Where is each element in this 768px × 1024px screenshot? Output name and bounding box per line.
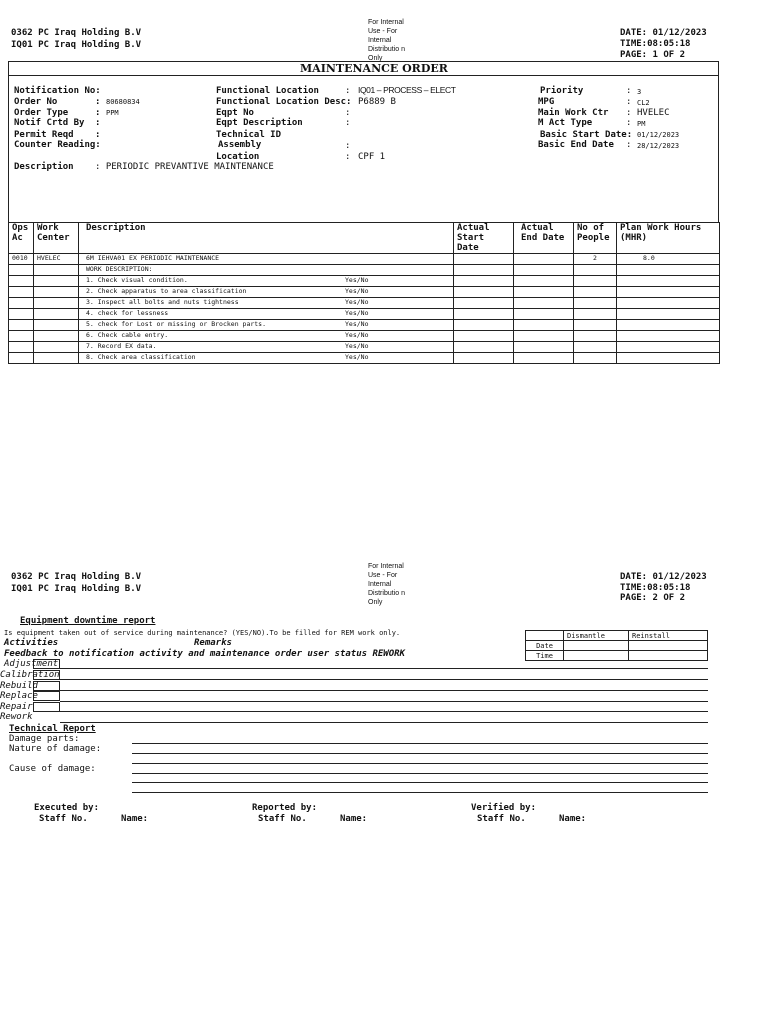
mpg-label: MPG [538,97,555,107]
basic-start-date-value: 01/12/2023 [637,131,680,139]
yes-no-cell: Yes/No [345,276,369,284]
eqpt-no-label: Eqpt No [216,108,254,118]
description-value: PERIODIC PREVANTIVE MAINTENANCE [105,162,274,172]
executed-name-label: Name: [121,814,149,824]
verified-by-label: Verified by: [471,803,537,813]
activity-replace: Replace [0,691,38,701]
priority-value: 3 [637,88,642,96]
table-row [9,265,720,276]
location-value: CPF 1 [358,152,386,162]
main-work-ctr-value: HVELEC [637,108,670,118]
reinstall-date-cell[interactable] [629,641,708,651]
executed-by-label: Executed by: [34,803,100,813]
functional-location-value: IQ01 – PROCESS – ELECT [358,85,456,95]
step-text: 6. Check cable entry. [86,331,169,339]
company-line-1: 0362 PC Iraq Holding B.V [11,28,142,38]
dismantle-date-cell[interactable] [564,641,629,651]
basic-end-date-value: 28/12/2023 [637,142,680,150]
priority-label: Priority [540,86,584,96]
table-header-row [9,223,720,254]
location-label: Location [216,152,260,162]
print-time: 08:05:18 [647,583,691,593]
table-row [9,298,720,309]
step-text: 3. Inspect all bolts and nuts tightness [86,298,239,306]
table-row [9,353,720,364]
reported-by-label: Reported by: [252,803,318,813]
step-text: 4. check for lessness [86,309,169,317]
company-line-1: 0362 PC Iraq Holding B.V [11,572,142,582]
yes-no-cell: Yes/No [345,298,369,306]
notification-no-label: Notification No: [14,86,101,96]
page-number: 2 OF 2 [652,593,686,603]
yes-no-cell: Yes/No [345,353,369,361]
remarks-label: Remarks [194,638,232,648]
table-row [526,651,708,661]
table-row [9,342,720,353]
col-description: Description [79,223,454,254]
table-row [526,641,708,651]
step-text: 7. Record EX data. [86,342,157,350]
activity-calibration: Calibration [0,670,60,680]
internal-use-stamp: For Internal Use - For Internal Distributio n Only [368,19,405,62]
col-no-of-people: No of People [574,223,617,254]
title-divider [8,75,719,76]
table-header-row [526,631,708,641]
page-title: MAINTENANCE ORDER [300,62,448,75]
table-row [9,320,720,331]
activities-label: Activities [4,638,59,648]
table-row [9,287,720,298]
feedback-text: Feedback to notification activity and maintenance order user status REWORK [4,649,405,659]
print-date: 01/12/2023 [652,28,707,38]
date-row: DATE: 01/12/2023 [620,28,707,38]
functional-location-desc-value: P6889 B [358,97,396,107]
time-row: TIME:08:05:18 [620,583,691,593]
yes-no-cell: Yes/No [345,342,369,350]
yes-no-cell: Yes/No [345,331,369,339]
company-line-2: IQ01 PC Iraq Holding B.V [11,584,142,594]
m-act-type-value: PM [637,120,646,128]
counter-reading-label: Counter Reading: [14,140,101,150]
reinstall-time-cell[interactable] [629,651,708,661]
downtime-report-title: Equipment downtime report [20,616,156,626]
technical-id-label: Technical ID [216,130,282,140]
operation-description: 6M IEHVA01 EX PERIODIC MAINTENANCE [79,254,454,265]
cause-of-damage-label: Cause of damage: [9,764,96,774]
col-plan-work-hours: Plan Work Hours (MHR) [617,223,720,254]
step-text: 1. Check visual condition. [86,276,188,284]
basic-start-date-label: Basic Start Date: [540,130,633,140]
print-time: 08:05:18 [647,39,691,49]
activity-repair: Repair [0,702,33,712]
step-text: 5. check for Lost or missing or Brocken parts. [86,320,267,328]
page-number: 1 OF 2 [652,50,686,60]
step-text: 2. Check apparatus to area classification [86,287,247,295]
activity-rework: Rework [0,712,33,722]
basic-end-date-label: Basic End Date [538,140,614,150]
order-no-value: 80680834 [106,98,140,106]
reinstall-header: Reinstall [629,631,708,641]
downtime-question: Is equipment taken out of service during maintenance? (YES/NO).To be filled for REM work only. [4,629,401,637]
yes-no-cell: Yes/No [345,287,369,295]
reported-staff-no-label: Staff No. [258,814,307,824]
page-row: PAGE: 2 OF 2 [620,593,686,603]
activity-rebuild: Rebuild [0,681,38,691]
people-value: 2 [574,254,617,265]
col-work-center: Work Center [34,223,79,254]
description-label: Description [14,162,74,172]
print-date: 01/12/2023 [652,572,707,582]
reported-name-label: Name: [340,814,368,824]
activity-adjustment: Adjustment [4,659,59,669]
damage-parts-label: Damage parts: [9,734,80,744]
company-line-2: IQ01 PC Iraq Holding B.V [11,40,142,50]
col-ops-ac: Ops Ac [9,223,34,254]
verified-name-label: Name: [559,814,587,824]
operations-table [8,222,720,364]
executed-staff-no-label: Staff No. [39,814,88,824]
date-row-label: Date [526,641,564,651]
order-type-label: Order Type [14,108,69,118]
date-row: DATE: 01/12/2023 [620,572,707,582]
yes-no-cell: Yes/No [345,309,369,317]
m-act-type-label: M Act Type [538,118,593,128]
page-row: PAGE: 1 OF 2 [620,50,686,60]
permit-reqd-label: Permit Reqd [14,130,74,140]
order-type-value: PPM [106,109,119,117]
functional-location-label: Functional Location [216,86,319,96]
table-row [9,254,720,265]
table-row [9,276,720,287]
yes-no-cell: Yes/No [345,320,369,328]
notif-crtd-by-label: Notif Crtd By [14,118,85,128]
table-row [9,309,720,320]
order-no-label: Order No [14,97,58,107]
activity-checkbox[interactable] [33,702,60,712]
work-center-value: HVELEC [34,254,79,265]
step-text: 8. Check area classification [86,353,196,361]
internal-use-stamp: For Internal Use - For Internal Distributio n Only [368,563,405,606]
col-actual-start: Actual Start Date [454,223,514,254]
downtime-table [525,630,708,661]
ops-value: 0010 [9,254,34,265]
eqpt-description-label: Eqpt Description [216,118,303,128]
nature-of-damage-label: Nature of damage: [9,744,102,754]
hours-value: 8.0 [617,254,720,265]
main-work-ctr-label: Main Work Ctr [538,108,609,118]
mpg-value: CL2 [637,99,650,107]
verified-staff-no-label: Staff No. [477,814,526,824]
dismantle-header: Dismantle [564,631,629,641]
col-actual-end: Actual End Date [514,223,574,254]
dismantle-time-cell[interactable] [564,651,629,661]
technical-report-title: Technical Report [9,724,96,734]
table-row [9,331,720,342]
functional-location-desc-label: Functional Location Desc: [216,97,352,107]
time-row-label: Time [526,651,564,661]
work-description-label: WORK DESCRIPTION: [79,265,454,276]
assembly-label: Assembly [218,140,262,150]
time-row: TIME:08:05:18 [620,39,691,49]
